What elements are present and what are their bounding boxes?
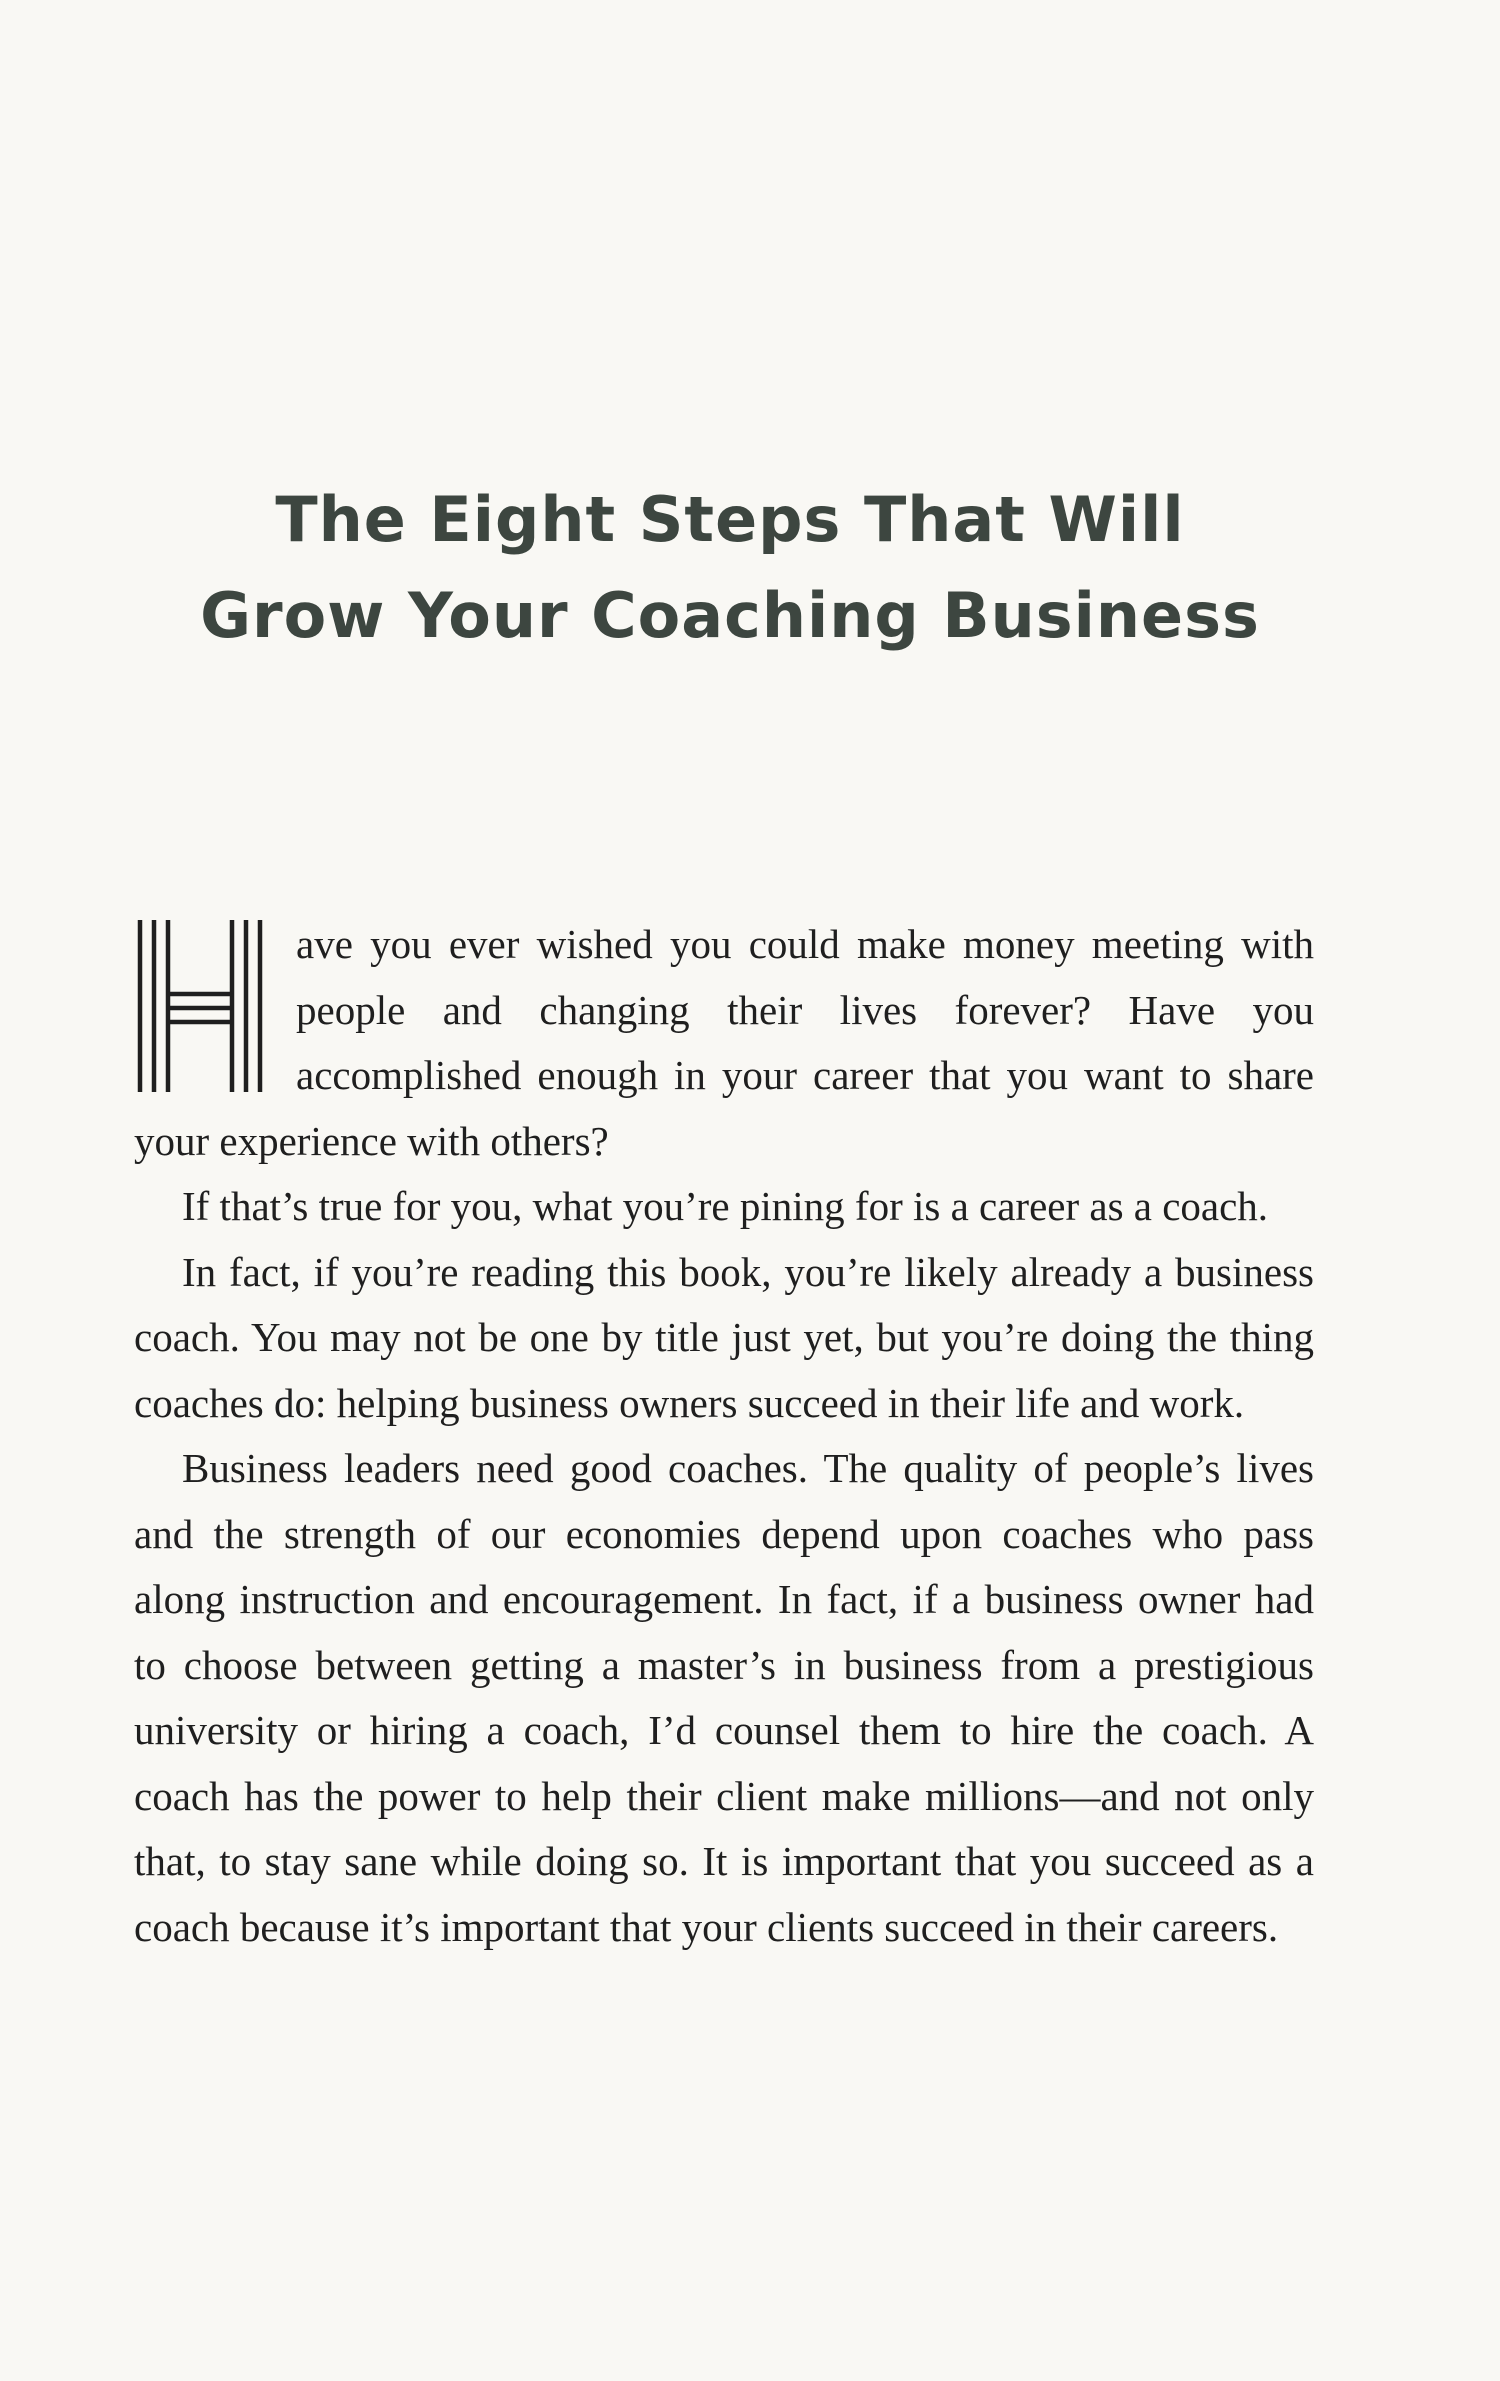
drop-cap-h-icon [134,918,268,1094]
chapter-title [0,472,1460,664]
drop-cap [134,918,268,1094]
drop-cap-letter: H [134,918,135,919]
paragraph-4: Business leaders need good coaches. The quality of people’s lives and the strength of our economies depend upon coaches who pass along instruction and encouragement. In fact, if a business owner had to choose between getting a master’s in business from a prestigious university or hiring a coach, I’d counsel them to hire the coach. A coach has the power to help their client make millions—and not only that, to stay sane while doing so. It is important that you succeed as a coach because it’s important that your clients succeed in their careers. [134,1445,1314,1950]
paragraph-1 [134,912,1314,1174]
chapter-title-line-1: The Eight Steps That Will [275,482,1185,556]
paragraph-3: In fact, if you’re reading this book, you’re likely already a business coach. You may not be one by title just yet, but you’re doing the thing coaches do: helping business owners succeed in their life and work. [134,1248,1314,1426]
paragraph-1-text: ave you ever wished you could make money meeting with people and changing their lives forever? Have you accomplished enough in your career that you want to share your experience with others? [134,921,1314,1164]
chapter-body [134,912,1314,1960]
chapter-title-line-2: Grow Your Coaching Business [200,578,1260,652]
paragraph-2: If that’s true for you, what you’re pining for is a career as a coach. [182,1183,1269,1229]
